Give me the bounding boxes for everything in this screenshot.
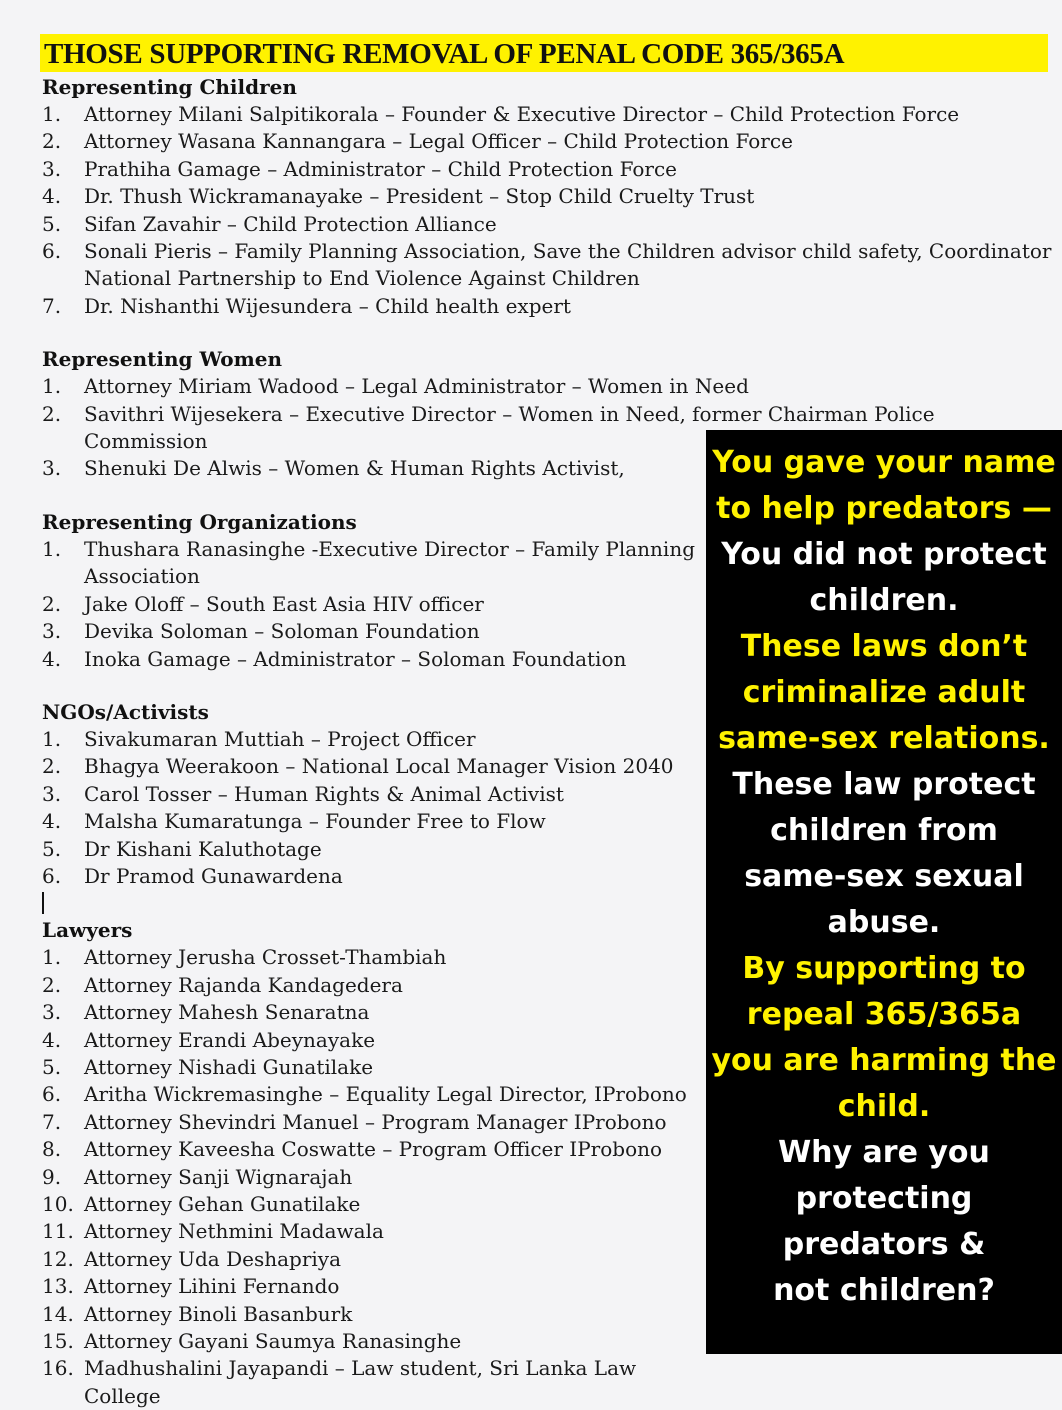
overlay-line: You did not protect — [721, 537, 1047, 572]
list-item-number: 11. — [42, 1219, 74, 1244]
list-item-number: 9. — [42, 1164, 62, 1189]
overlay-line: Why are you — [778, 1135, 990, 1170]
list-item-text: Aritha Wickremasinghe – Equality Legal Director, IProbono — [84, 1082, 687, 1107]
list-item-number: 3. — [42, 456, 62, 481]
text-cursor — [42, 892, 44, 914]
list-item — [42, 781, 704, 808]
list-item-number: 1. — [42, 102, 62, 126]
page-title: THOSE SUPPORTING REMOVAL OF PENAL CODE 365/365A — [44, 38, 845, 70]
list-item — [42, 646, 704, 673]
overlay-line: to help predators — — [716, 491, 1052, 526]
section-heading: Lawyers — [42, 918, 133, 943]
list-item-number: 4. — [42, 809, 62, 834]
list-item-number: 6. — [42, 863, 62, 888]
list-item — [42, 1027, 704, 1054]
list-item-text: Inoka Gamage – Administrator – Soloman Foundation — [84, 646, 627, 671]
list-item — [42, 999, 704, 1026]
list-item — [42, 1191, 704, 1218]
list-item-number: 5. — [42, 836, 62, 861]
overlay-line: criminalize adult — [742, 675, 1026, 710]
list-item-text: Attorney Shevindri Manuel – Program Manager IProbono — [84, 1109, 667, 1134]
overlay-line: repeal 365/365a — [746, 997, 1022, 1032]
list-item-number: 3. — [42, 619, 62, 644]
overlay-line: not children? — [773, 1273, 995, 1308]
list-item-number: 2. — [42, 591, 62, 616]
list-item-text: Sifan Zavahir – Child Protection Alliance — [84, 211, 497, 236]
list-item-number: 4. — [42, 1027, 62, 1052]
overlay-line: same-sex sexual — [744, 859, 1024, 894]
list-item-text: Attorney Sanji Wignarajah — [84, 1164, 353, 1189]
list-item-text: Dr Kishani Kaluthotage — [84, 836, 322, 861]
list-item-number: 2. — [42, 129, 62, 154]
list-item-number: 13. — [42, 1274, 74, 1299]
list-item — [42, 591, 704, 618]
list-item-number: 1. — [42, 945, 62, 970]
list-item-number: 1. — [42, 374, 62, 399]
list-item-text: Attorney Kaveesha Coswatte – Program Officer IProbono — [84, 1137, 663, 1162]
list-item-number: 3. — [42, 156, 62, 181]
list-item — [42, 863, 704, 890]
section-heading: NGOs/Activists — [42, 699, 209, 724]
overlay-line: children from — [770, 813, 998, 848]
list-item — [42, 1164, 704, 1191]
list-item — [42, 455, 704, 482]
list-item-text: Attorney Milani Salpitikorala – Founder & Executive Director – Child Protection Force — [84, 102, 960, 126]
section-heading: Representing Organizations — [42, 509, 357, 534]
list-item-number: 3. — [42, 1000, 62, 1025]
list-item — [42, 183, 1052, 210]
overlay-line: These law protect — [732, 767, 1036, 802]
list-item-text: Madhushalini Jayapandi – Law student, Sri Lanka Law College — [84, 1356, 637, 1408]
list-item-text: Prathiha Gamage – Administrator – Child Protection Force — [84, 156, 677, 181]
list-item — [42, 128, 1052, 155]
section-spacer — [42, 320, 1052, 346]
overlay-line: You gave your name — [712, 445, 1056, 480]
list-item-text: Thushara Ranasinghe -Executive Director – Family Planning Association — [84, 536, 696, 589]
list-item — [42, 1301, 704, 1328]
list-item-text: Malsha Kumaratunga – Founder Free to Flow — [84, 809, 546, 834]
list-item-text: Attorney Nishadi Gunatilake — [84, 1054, 374, 1079]
list-item-number: 8. — [42, 1137, 62, 1162]
list-item — [42, 1246, 704, 1273]
list-item — [42, 1328, 704, 1355]
list-item-text: Attorney Uda Deshapriya — [84, 1246, 342, 1271]
list-item-text: Carol Tosser – Human Rights & Animal Activist — [84, 781, 564, 806]
list-item-text: Attorney Miriam Wadood – Legal Administrator – Women in Need — [84, 374, 749, 399]
list-item-text: Attorney Erandi Abeynayake — [84, 1027, 376, 1052]
list-item-text: Attorney Wasana Kannangara – Legal Officer – Child Protection Force — [84, 129, 793, 154]
overlay-line: By supporting to — [742, 951, 1026, 986]
list-item-text: Attorney Binoli Basanburk — [84, 1301, 353, 1326]
overlay-line: same-sex relations. — [718, 721, 1050, 756]
list-item-number: 1. — [42, 536, 62, 561]
list-item-text: Attorney Jerusha Crosset-Thambiah — [84, 945, 447, 970]
list-item-number: 2. — [42, 754, 62, 779]
list-item-number: 4. — [42, 646, 62, 671]
list-item — [42, 808, 704, 835]
list-item-text: Jake Oloff – South East Asia HIV officer — [84, 591, 484, 616]
list-item-number: 14. — [42, 1301, 74, 1326]
section-heading: Representing Women — [42, 347, 283, 372]
list-item-text: Bhagya Weerakoon – National Local Manager Vision 2040 — [84, 754, 674, 779]
list-item — [42, 156, 1052, 183]
list-item-text: Dr Pramod Gunawardena — [84, 863, 343, 888]
list-item-number: 2. — [42, 401, 62, 426]
list-item — [42, 972, 704, 999]
list-item — [42, 726, 704, 753]
list-item-number: 6. — [42, 239, 62, 264]
list-item — [42, 1218, 704, 1245]
overlay-message — [706, 440, 1062, 1314]
list-item-number: 1. — [42, 726, 62, 751]
list-item-number: 2. — [42, 972, 62, 997]
list-item-number: 5. — [42, 1054, 62, 1079]
list-item-text: Attorney Gayani Saumya Ranasinghe — [84, 1329, 462, 1354]
list-item — [42, 1081, 704, 1108]
list-item — [42, 536, 704, 591]
list-item — [42, 618, 704, 645]
list-item — [42, 211, 1052, 238]
list-item — [42, 944, 704, 971]
list-item-text: Dr. Nishanthi Wijesundera – Child health expert — [84, 293, 571, 318]
list-item-text: Attorney Nethmini Madawala — [84, 1219, 384, 1244]
list-item-number: 4. — [42, 184, 62, 209]
list-item — [42, 1054, 704, 1081]
overlay-line: protecting — [795, 1181, 973, 1216]
list-item — [42, 753, 704, 780]
overlay-line: abuse. — [827, 905, 941, 940]
overlay-line: predators & — [782, 1227, 986, 1262]
list-item-number: 12. — [42, 1246, 74, 1271]
list-item-text: Savithri Wijesekera – Executive Director – Women in Need, former Chairman Police Commission — [84, 401, 935, 454]
list-item-text: Sivakumaran Muttiah – Project Officer — [84, 726, 476, 751]
list-item-number: 10. — [42, 1192, 74, 1216]
list-item-text: Attorney Rajanda Kandagedera — [84, 972, 403, 997]
list-item-text: Devika Soloman – Soloman Foundation — [84, 619, 480, 644]
list-item-text: Attorney Gehan Gunatilake — [84, 1192, 361, 1216]
list-item-text: Sonali Pieris – Family Planning Association, Save the Children advisor child safety, Coordinator National Partnership to End Violence Against Children — [84, 239, 1052, 291]
list-item-text: Shenuki De Alwis – Women & Human Rights Activist, — [84, 456, 625, 481]
list-item-number: 7. — [42, 1109, 62, 1134]
overlay-line: child. — [837, 1089, 931, 1124]
list-item — [42, 1136, 704, 1163]
list-item-number: 7. — [42, 293, 62, 318]
list-item-number: 16. — [42, 1356, 74, 1381]
list-item-number: 15. — [42, 1329, 74, 1354]
list-item-text: Attorney Lihini Fernando — [84, 1274, 340, 1299]
list-item — [42, 101, 1052, 128]
overlay-line: These laws don’t — [740, 629, 1028, 664]
list-item-text: Attorney Mahesh Senaratna — [84, 1000, 370, 1025]
overlay-line: you are harming the — [711, 1043, 1057, 1078]
list-item — [42, 1109, 704, 1136]
list-item — [42, 238, 1052, 293]
section-heading: Representing Children — [42, 75, 297, 99]
list-item-text: Dr. Thush Wickramanayake – President – Stop Child Cruelty Trust — [84, 184, 755, 209]
overlay-line: children. — [809, 583, 959, 618]
list-item — [42, 1273, 704, 1300]
list-item — [42, 373, 1052, 400]
list-item — [42, 293, 1052, 320]
list-item-number: 6. — [42, 1082, 62, 1107]
list-item — [42, 836, 704, 863]
list-item-number: 5. — [42, 211, 62, 236]
section-list — [42, 101, 1052, 320]
list-item-number: 3. — [42, 781, 62, 806]
